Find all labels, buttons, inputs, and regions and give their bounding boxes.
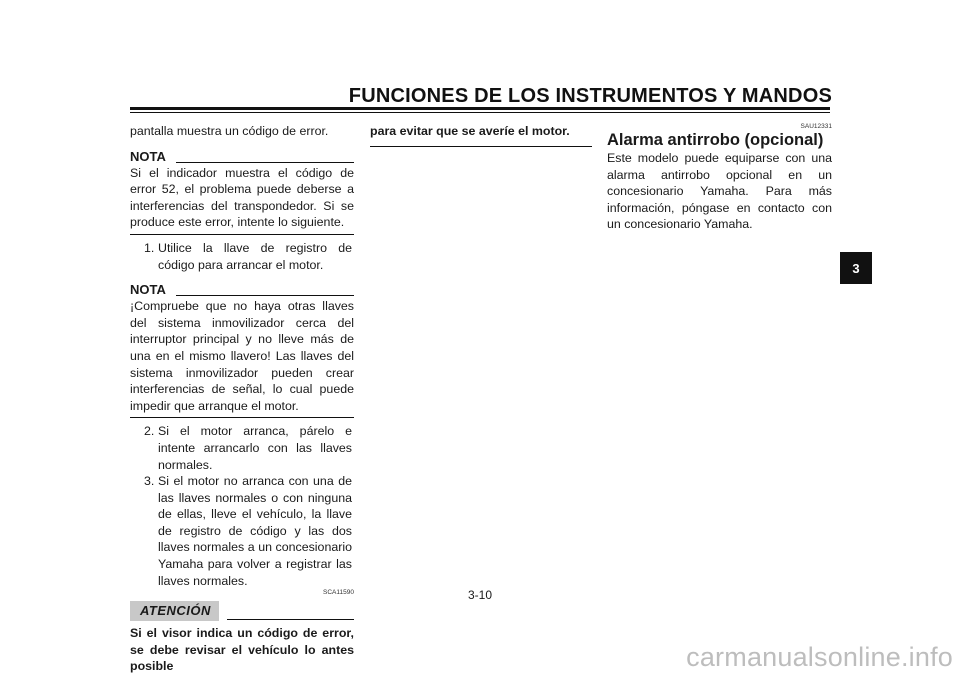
- watermark: carmanualsonline.info: [686, 642, 953, 672]
- note-heading-rule: [176, 162, 354, 163]
- reference-code: SCA11590: [323, 589, 354, 597]
- step-text: Si el motor arranca, párelo e intente arrancarlo con las llaves normales.: [158, 424, 352, 472]
- intro-text: pantalla muestra un código de error.: [130, 124, 329, 138]
- step-text: Utilice la llave de registro de código para arrancar el motor.: [158, 240, 352, 272]
- header-rule-thin: [130, 112, 830, 113]
- steps-list-1: [130, 240, 354, 273]
- column-left: [130, 123, 354, 675]
- attention-heading-rule: [227, 619, 354, 620]
- step-number: 2.: [144, 424, 155, 439]
- header-rule-thick: [130, 107, 830, 110]
- reference-code: SAU12331: [800, 123, 832, 130]
- attention-badge: ATENCIÓN: [130, 601, 219, 621]
- note-text-1: Si el indicador muestra el código de error 52, el problema puede deberse a interferencias del transpondedor. Si se produce este error, intente lo siguiente.: [130, 165, 354, 230]
- column-right: [607, 123, 832, 233]
- attention-text-continued: para evitar que se averíe el motor.: [370, 124, 570, 138]
- note-end-rule: [130, 234, 354, 235]
- column-middle: [370, 123, 592, 147]
- page-number: 3-10: [467, 588, 493, 602]
- note-heading-2: [130, 283, 354, 297]
- note-label: NOTA: [130, 148, 166, 164]
- attention-text: Si el visor indica un código de error, se debe revisar el vehículo lo antes posible: [130, 626, 354, 674]
- attention-end-rule: [370, 146, 592, 147]
- chapter-tab: 3: [840, 252, 872, 284]
- step-text: Si el motor no arranca con una de las llaves normales o con ninguna de ellas, lleve el vehículo, la llave de registro de código y las dos llaves normales a un concesionario Yamaha para volver a registrar las llaves normales.: [158, 474, 352, 588]
- list-item: [130, 473, 354, 589]
- note-end-rule: [130, 417, 354, 418]
- attention-heading: [130, 601, 354, 621]
- note-heading-rule: [176, 295, 354, 296]
- note-label: NOTA: [130, 282, 166, 298]
- section-body: Este modelo puede equiparse con una alarma antirrobo opcional en un concesionario Yamaha. Para más información, póngase en contacto con un concesionario Yamaha.: [607, 151, 832, 232]
- note-text-2: ¡Compruebe que no haya otras llaves del sistema inmovilizador cerca del interruptor principal y no lleve más de una en el mismo llavero! Las llaves del sistema inmovilizador pueden crear interferencias de señal, lo cual puede impedir que arranque el motor.: [130, 299, 354, 413]
- steps-list-2: [130, 423, 354, 589]
- list-item: [130, 240, 354, 273]
- section-title: Alarma antirrobo (opcional): [607, 131, 824, 149]
- step-number: 3.: [144, 474, 155, 489]
- note-heading-1: [130, 150, 354, 164]
- list-item: [130, 423, 354, 473]
- step-number: 1.: [144, 240, 155, 255]
- page-header-title: FUNCIONES DE LOS INSTRUMENTOS Y MANDOS: [348, 85, 832, 107]
